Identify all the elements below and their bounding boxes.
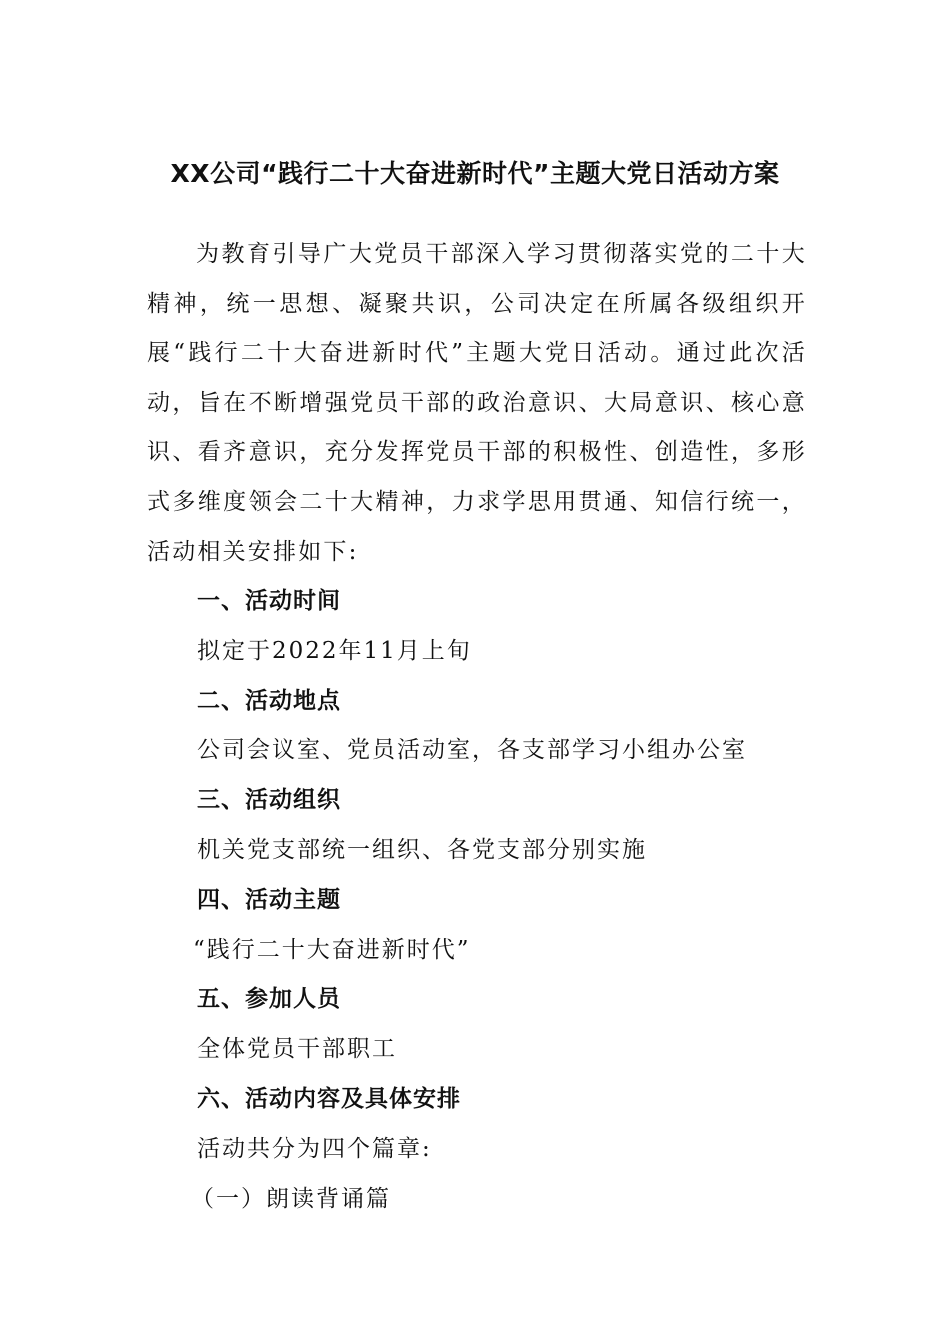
section-content-content: 活动共分为四个篇章: [197,1135,432,1162]
section-heading-content: 六、活动内容及具体安排 [197,1085,461,1112]
section-heading-organization: 三、活动组织 [197,787,341,814]
section-heading-location: 二、活动地点 [197,687,341,714]
sections-list [147,577,807,1224]
section-content-time: 拟定于2022年11月上旬 [197,637,472,664]
section-heading-participants: 五、参加人员 [197,986,341,1013]
section-heading-theme: 四、活动主题 [197,886,341,913]
intro-paragraph: 为教育引导广大党员干部深入学习贯彻落实党的二十大精神，统一思想、凝聚共识，公司决定在所属各级组织开展“践行二十大奋进新时代”主题大党日活动。通过此次活动，旨在不断增强党员干部的政治意识、大局意识、核心意识、看齐意识，充分发挥党员干部的积极性、创造性，多形式多维度领会二十大精神，力求学思用贯通、知信行统一，活动相关安排如下: [147,241,807,565]
intro-block [147,230,807,577]
section-content-organization: 机关党支部统一组织、各党支部分别实施 [197,836,647,863]
section-content-theme: “践行二十大奋进新时代” [193,936,471,963]
section-content-participants: 全体党员干部职工 [197,1036,397,1063]
section-heading-time: 一、活动时间 [197,588,341,614]
subsection-heading-reading: （一）朗读背诵篇 [191,1185,391,1212]
document-title: XX公司“践行二十大奋进新时代”主题大党日活动方案 [170,159,780,188]
section-content-location: 公司会议室、党员活动室，各支部学习小组办公室 [197,737,747,764]
